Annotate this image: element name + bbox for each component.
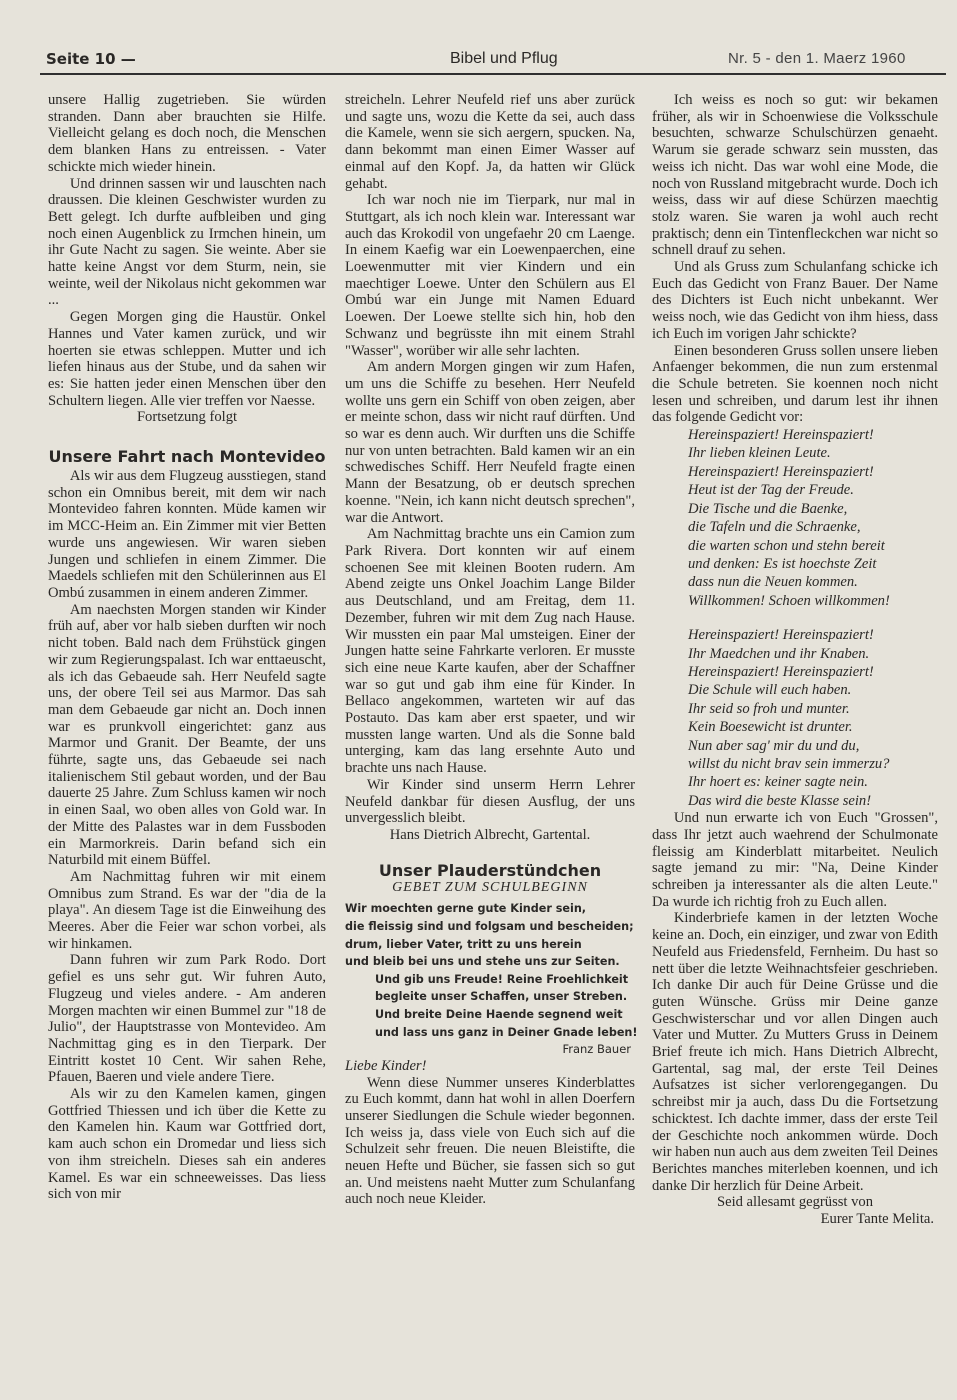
poem-line: Hereinspaziert! Hereinspaziert! xyxy=(688,463,874,480)
prayer-title: GEBET ZUM SCHULBEGINN xyxy=(392,879,588,895)
stanza-gap xyxy=(652,610,938,626)
issue-date: Nr. 5 - den 1. Maerz 1960 xyxy=(728,50,906,67)
prayer-line: Und gib uns Freude! Reine Froehlichkeit xyxy=(375,972,629,986)
poem-line: Die Schule will euch haben. xyxy=(688,682,852,699)
article-signature: Hans Dietrich Albrecht, Gartental. xyxy=(389,826,591,843)
column-middle xyxy=(345,92,638,1208)
poem-line: Nun aber sag' mir du und du, xyxy=(688,737,860,754)
column-left xyxy=(48,92,326,1203)
letter-paragraph: Einen besonderen Gruss sollen unsere lieben Anfaenger bekommen, die nun zum erstenmal die Schule betreten. Sie koennen noch nicht lesen und schreiben, und darum lest ihr ihnen das folgende Gedicht vor: xyxy=(652,342,938,426)
article-paragraph: Ich war noch nie im Tierpark, nur mal in Stuttgart, als ich noch klein war. Interessant war auch das Krokodil von ungefaehr 20 cm Laenge. In einem Kaefig war ein Loewenpaerchen, eine Loewenmutter mit vier Kindern und ein maechtiger Loewe. Unter den Schülern aus El Ombú war ein Junge mit Namen Eduard Loewen. Der Loewe stellte sich hin, hob den Schwanz und begrüsste ihn mit einem Strahl "Wasser", worüber wir alle sehr lachten. xyxy=(345,192,635,359)
letter-paragraph: Und nun erwarte ich von Euch "Grossen", dass Ihr jetzt auch waehrend der Schulmonate fleissig am Kinderblatt mitarbeitet. Neulich sagte jemand zu mir: "Na, Deine Kinder schreiben ja interessanter als die alten Leute." Da wurde ich richtig froh zu Euch allen. xyxy=(652,810,938,910)
poem-line: Hereinspaziert! Hereinspaziert! xyxy=(688,427,874,444)
prayer-line: begleite unser Schaffen, unser Streben. xyxy=(375,990,628,1004)
article-title: Unsere Fahrt nach Montevideo xyxy=(48,447,326,467)
poem-line: Die Tische und die Baenke, xyxy=(688,500,848,517)
poem-line: die Tafeln und die Schraenke, xyxy=(688,519,861,536)
closing-line: Seid allesamt gegrüsst von xyxy=(716,1194,874,1211)
signoff: Eurer Tante Melita. xyxy=(820,1211,934,1228)
letter-paragraph: Wenn diese Nummer unseres Kinderblattes zu Euch kommt, dann hat wohl in allen Doerfern unserer Siedlungen die Schule wieder begonnen. Ich weiss ja, dass viele von Euch sich auf die Schulzeit sehr freuen. Die neuen Bleistifte, die neuen Hefte und Bücher, sie fassen sich so gut an. Und meistens naeht Mutter zum Schulanfang auch noch neue Kleider. xyxy=(345,1074,635,1208)
poem-line: Ihr hoert es: keiner sagte nein. xyxy=(688,774,868,791)
article-paragraph: Am Nachmittag fuhren wir mit einem Omnibus zum Strand. Es war der "dia de la playa". An diesem Tage ist die Einweihung des Meeres. Aber die Feier war schon vorbei, als wir hinkamen. xyxy=(48,868,326,952)
poem-stanza-1 xyxy=(652,426,938,610)
letter-paragraph: Ich weiss es noch so gut: wir bekamen früher, als wir in Schoenwiese die Volksschule besuchten, schwarze Schulschürzen genaeht. Warum sie gerade schwarz sein mussten, das weiss ich nicht. Das war wohl eine Mode, die noch von Russland mitgebracht wurde. Doch ich weiss, dass wir auf diese Schürzen maechtig stolz waren. Sie waren ja wohl auch recht praktisch; denn ein Tintenfleckchen war nicht so schnell drauf zu sehen. xyxy=(652,92,938,259)
poem-stanza-2 xyxy=(652,626,938,810)
salutation: Liebe Kinder! xyxy=(345,1057,427,1074)
poem-line: Hereinspaziert! Hereinspaziert! xyxy=(688,627,874,644)
poem-line: dass nun die Neuen kommen. xyxy=(688,574,858,591)
prayer-line: Wir moechten gerne gute Kinder sein, xyxy=(345,902,587,916)
page-number: Seite 10 — xyxy=(46,50,136,68)
article-paragraph: Als wir aus dem Flugzeug ausstiegen, stand schon ein Omnibus bereit, mit dem wir nach Montevideo fahren konnten. Müde kamen wir im MCC-Heim an. Ein Zimmer mit vier Betten wurde uns angewiesen. Wir waren sieben Jungen und schliefen in einem Zimmer. Die Maedels schliefen mit den Schülerinnen aus El Ombú zusammen in einem anderen Zimmer. xyxy=(48,468,326,601)
story-paragraph: Und drinnen sassen wir und lauschten nach draussen. Die kleinen Geschwister wurden zu Bett gelegt. Ich durfte aufbleiben und ging noch einen Augenblick zu Irmchen hinein, um ihr Gute Nacht zu sagen. Sie weinte. Aber sie hatte keine Angst vor dem Sturm, nein, sie weinte, weil der Nikolaus nicht gekommen war ... xyxy=(48,175,326,309)
poem-line: Ihr Maedchen und ihr Knaben. xyxy=(688,645,870,662)
letter-paragraph: Kinderbriefe kamen in der letzten Woche keine an. Doch, ein einziger, und zwar von Edith Neufeld aus Friedensfeld, Fernheim. Du hast so nett über die letzte Weihnachtsfeier geschrieben. Ich danke Dir auch für Deine Grüsse und die guten Wünsche. Grüss mir Deine ganze Geschwisterschar und vor allen Dingen auch Vater und Mutter. Zu Mutters Gruss in Deinem Brief freute ich mich. Hans Dietrich Albrecht, Gartental, sag mal, der erste Teil Deines Aufsatzes ist sicher verlorengegangen. Du schreibst mir ja auch, dass Du die Fortsetzung schicktest. Ich dachte immer, dass der erste Teil der Geschichte noch ankommen würde. Doch wir haben nun auch aus dem zweiten Teil Deines Berichtes manches miterleben koennen, und ich danke Dir herzlich für Deine Arbeit. xyxy=(652,910,938,1194)
section-title: Unser Plauderstündchen xyxy=(378,860,602,880)
prayer-line: die fleissig sind und folgsam und bescheiden; xyxy=(345,919,634,933)
publication-title: Bibel und Pflug xyxy=(450,50,558,67)
poem-line: und denken: Es ist hoechste Zeit xyxy=(688,555,877,572)
story-paragraph: unsere Hallig zugetrieben. Sie würden stranden. Dann aber brauchten sie Hilfe. Vielleicht gelang es doch noch, die Menschen dem blanken Hans zu entreissen. - Vater schickte mich wieder hinein. xyxy=(48,92,326,175)
article-paragraph: streicheln. Lehrer Neufeld rief uns aber zurück und sagte uns, wozu die Kette da sei, auch dass die Kamele, wenn sie sich aergern, spucken. Na, dann bekommt man einen Eimer Wasser auf einmal auf den Kopf. Ja, da hatten wir Glück gehabt. xyxy=(345,92,635,192)
column-right xyxy=(652,92,938,1228)
poem-line: Willkommen! Schoen willkommen! xyxy=(688,592,890,609)
poem-line: Hereinspaziert! Hereinspaziert! xyxy=(688,663,874,680)
article-paragraph: Am naechsten Morgen standen wir Kinder früh auf, aber vor halb sieben durften wir noch nicht toben. Bald nach dem Frühstück gingen wir zum Regierungspalast. Ich war enttaeuscht, als ich das Gebaeude sah. Herr Neufeld sagte uns, der obere Teil sei aus Marmor. Das sah man dem Gebaeude gar nicht an. Doch innen war es prunkvoll eingerichtet: ganz aus Marmor und Granit. Der Beamte, der uns führte, sagte uns, das Gebaeude sei nach italienischem Stil gebaut worden, und der Bau dauerte 25 Jahre. Zum Schluss kamen wir noch in einen Saal, wo oben alles von Gold war. In der Mitte des Palastes war in dem Fussboden ein Marmorkreis. Darin befand sich ein Naturbild mit einem Büffel. xyxy=(48,601,326,869)
prayer-author: Franz Bauer xyxy=(562,1042,631,1057)
poem-line: Ihr lieben kleinen Leute. xyxy=(688,445,831,462)
prayer-text xyxy=(345,900,638,1041)
article-paragraph: Am Nachmittag brachte uns ein Camion zum Park Rivera. Dort konnten wir auf einem schoenen See mit kleinen Booten rudern. Am Abend zeigte uns Onkel Joachim Lange Bilder aus Deutschland, und am Freitag, dem 11. Dezember, fuhren wir mit dem Zug nach Hause. Wir mussten ein paar Mal umsteigen. Einer der Jungen hatte seine Fahrkarte verloren. Er musste sich eine neue Karte kaufen, aber der Schaffner war so gut und gab ihm eine für Kinder. In Bellaco angekommen, warteten wir auf das Postauto. Das kam aber erst spaeter, und wir mussten lange warten. Und als die Sonne bald unterging, kam das lang ersehnte Auto und brachte uns nach Hause. xyxy=(345,526,635,777)
letter-paragraph: Und als Gruss zum Schulanfang schicke ich Euch das Gedicht von Franz Bauer. Der Name des Dichters ist Euch nicht unbekannt. Wer weiss noch, wie das Gedicht von ihm hiess, dass ich Euch im vorigen Jahr schickte? xyxy=(652,259,938,342)
prayer-line: und bleib bei uns und stehe uns zur Seiten. xyxy=(345,955,620,969)
article-paragraph: Als wir zu den Kamelen kamen, gingen Gottfried Thiessen und ich über die Kette zu den Kamelen hin. Kaum war Gottfried dort, kam auch schon ein Dromedar und liess sich von ihm streicheln. Dieses sah ein anderes Kamel. Es war ein schneeweisses. Das liess sich von mir xyxy=(48,1086,326,1203)
poem-line: Heut ist der Tag der Freude. xyxy=(688,482,854,499)
poem-line: willst du nicht brav sein immerzu? xyxy=(688,755,890,772)
poem-line: Ihr seid so froh und munter. xyxy=(688,700,850,717)
story-paragraph: Gegen Morgen ging die Haustür. Onkel Hannes und Vater kamen zurück, und wir hoerten sie etwas schleppen. Mutter und ich liefen hinaus aus der Stube, und da sahen wir es: Sie hatten jeder einen Menschen über den Schultern liegen. Alle vier treffen vor Naesse. xyxy=(48,309,326,409)
prayer-line: Und breite Deine Haende segnend weit xyxy=(375,1007,623,1021)
article-paragraph: Wir Kinder sind unserm Herrn Lehrer Neufeld dankbar für diesen Ausflug, der uns unvergesslich bleibt. xyxy=(345,776,635,827)
article-paragraph: Dann fuhren wir zum Park Rodo. Dort gefiel es uns sehr gut. Wir fuhren Auto, Flugzeug und vieles andere. - Am anderen Morgen machten wir einen Bummel zur "18 de Julio", der Hauptstrasse von Montevideo. Am Nachmittag ging es in den Tierpark. Der Eintritt kostet 10 Cent. Wir sahen Rehe, Pfauen, Baeren und viele andere Tiere. xyxy=(48,952,326,1086)
prayer-line: und lass uns ganz in Deiner Gnade leben! xyxy=(375,1025,638,1039)
poem-line: die warten schon und stehn bereit xyxy=(688,537,885,554)
prayer-line: drum, lieber Vater, tritt zu uns herein xyxy=(345,937,582,951)
poem-line: Das wird die beste Klasse sein! xyxy=(688,792,872,809)
continued-note: Fortsetzung folgt xyxy=(136,409,238,426)
header-rule xyxy=(40,73,946,75)
article-paragraph: Am andern Morgen gingen wir zum Hafen, um uns die Schiffe zu besehen. Herr Neufeld wollte uns gern ein Schiff von oben zeigen, aber er meinte schon, dass wir nicht rauf dürften. Und so war es denn auch. Wir durften uns die Schiffe nur von unten betrachten. Bald kamen wir an ein schwedisches Schiff. Herr Neufeld fragte einen Mann der Besatzung, ob er deutsch sprechen koenne. "Nein, ich kann nicht deutsch sprechen", war die Antwort. xyxy=(345,359,635,526)
poem-line: Kein Boesewicht ist drunter. xyxy=(688,719,853,736)
